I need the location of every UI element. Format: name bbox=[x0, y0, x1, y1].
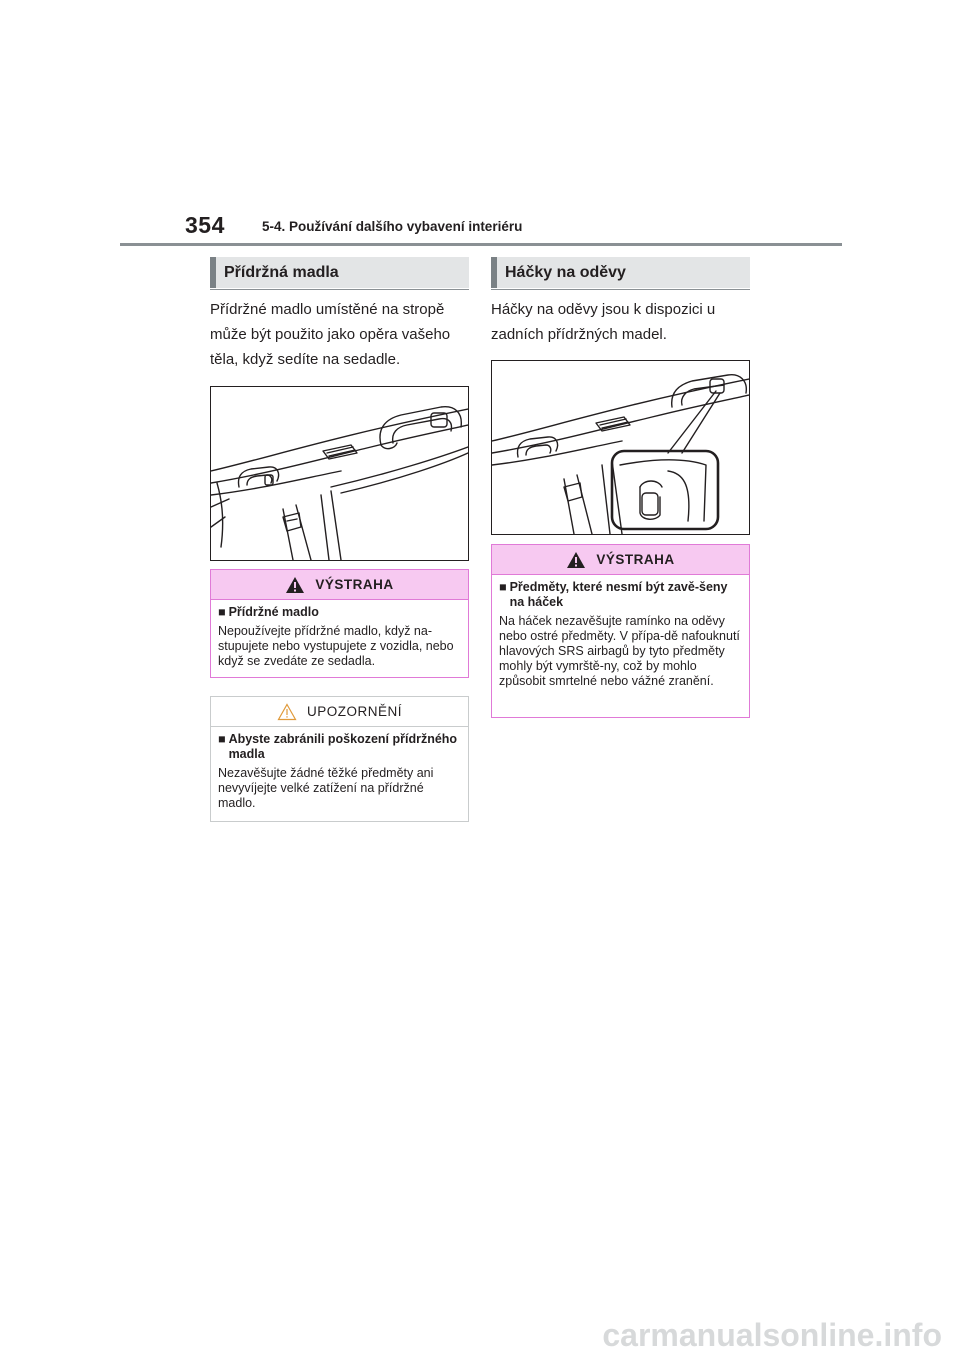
caution-label: UPOZORNĚNÍ bbox=[306, 704, 402, 719]
caution-triangle-icon bbox=[277, 703, 297, 721]
warning-item-text: Nepoužívejte přídržné madlo, když na-stupujete nebo vystupujete z vozidla, nebo když se zvedáte ze sedadla. bbox=[218, 624, 454, 668]
coat-hooks-description: Háčky na oděvy jsou k dispozici u zadních přídržných madel. bbox=[491, 301, 716, 343]
heading-divider bbox=[210, 289, 469, 290]
warning-triangle-icon bbox=[566, 551, 586, 569]
warning-header bbox=[492, 545, 749, 575]
warning-label: VÝSTRAHA bbox=[596, 552, 675, 567]
heading-divider bbox=[491, 289, 750, 290]
warning-item-title bbox=[218, 605, 461, 620]
caution-box bbox=[210, 696, 469, 822]
warning-header bbox=[211, 570, 468, 600]
warning-triangle-icon bbox=[285, 576, 305, 594]
left-column bbox=[210, 257, 469, 822]
coat-hook-drawing bbox=[492, 361, 749, 534]
bullet-square: ■ bbox=[218, 605, 226, 619]
warning-item-title-text: Přídržné madlo bbox=[228, 605, 319, 619]
warning-box bbox=[491, 544, 750, 718]
assist-grip-drawing bbox=[211, 387, 468, 560]
warning-label: VÝSTRAHA bbox=[315, 577, 394, 592]
right-column bbox=[491, 257, 750, 718]
assist-grips-description: Přídržné madlo umístěné na stropě může být použito jako opěra vašeho těla, když sedíte na sedadle. bbox=[210, 301, 451, 368]
assist-grips-heading: Přídržná madla bbox=[210, 257, 469, 288]
bullet-square: ■ bbox=[499, 580, 507, 594]
warning-item-title-text: Předměty, které nesmí být zavě-šeny na háček bbox=[509, 580, 728, 609]
warning-item-title bbox=[499, 580, 742, 610]
section-title: 5-4. Používání dalšího vybavení interiéru bbox=[262, 219, 523, 234]
assist-grip-illustration bbox=[210, 386, 469, 561]
warning-box bbox=[210, 569, 469, 678]
coat-hook-illustration bbox=[491, 360, 750, 535]
warning-item-text: Na háček nezavěšujte ramínko na oděvy nebo ostré předměty. V přípa-dě nafouknutí hlavových SRS airbagů by tyto předměty mohly být vymrště-ny, což by mohlo způsobit smrtelné nebo vážné zranění. bbox=[499, 614, 740, 688]
source-watermark: carmanualsonline.info bbox=[602, 1317, 942, 1353]
header-divider bbox=[120, 243, 842, 246]
coat-hooks-heading: Háčky na oděvy bbox=[491, 257, 750, 288]
page-number: 354 bbox=[185, 212, 225, 238]
caution-header bbox=[211, 697, 468, 727]
bullet-square: ■ bbox=[218, 732, 226, 746]
caution-item-title bbox=[218, 732, 461, 762]
caution-item-text: Nezavěšujte žádné těžké předměty ani nevyvíjejte velké zatížení na přídržné madlo. bbox=[218, 766, 434, 810]
caution-item-title-text: Abyste zabránili poškození přídržného madla bbox=[228, 732, 458, 761]
